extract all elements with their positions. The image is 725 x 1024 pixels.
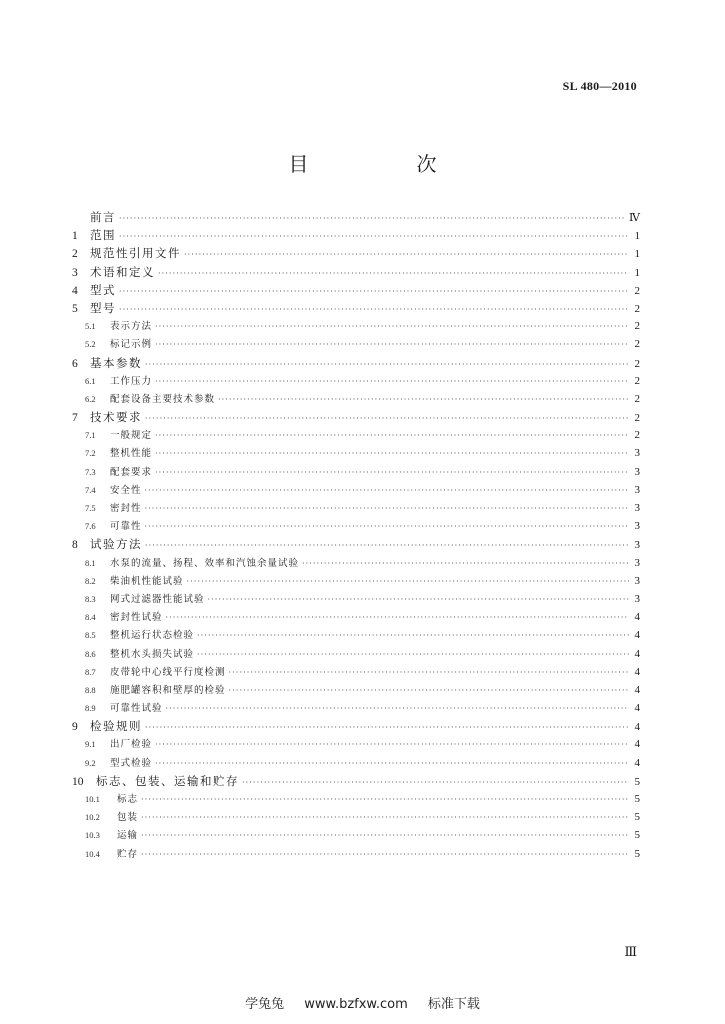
toc-entry-title: 贮存 <box>117 848 139 860</box>
toc-entry[interactable] <box>72 808 640 826</box>
toc-entry[interactable] <box>72 390 640 408</box>
toc-entry-title: 密封性试验 <box>110 612 163 624</box>
toc-entry-page: 2 <box>634 320 640 333</box>
toc-entry[interactable] <box>72 281 640 299</box>
toc-entry-title: 工作压力 <box>110 375 153 387</box>
toc-entry-page: 2 <box>634 429 640 442</box>
toc-entry-page: 5 <box>634 793 640 805</box>
toc-entry[interactable] <box>72 645 640 663</box>
toc-entry-page: 3 <box>634 556 640 569</box>
toc-entry-page: 5 <box>634 811 640 824</box>
toc-entry-number: 7.1 <box>85 430 96 441</box>
toc-entry[interactable] <box>72 226 640 244</box>
toc-leader-dots <box>155 373 629 391</box>
toc-entry[interactable] <box>72 335 640 353</box>
toc-leader-dots <box>119 210 626 228</box>
toc-entry-page: Ⅳ <box>629 212 640 224</box>
toc-entry-title: 一般规定 <box>110 430 153 442</box>
toc-leader-dots <box>155 427 629 445</box>
toc-leader-dots <box>187 573 629 591</box>
toc-entry-page: 3 <box>634 483 640 496</box>
toc-entry[interactable] <box>72 826 640 844</box>
toc-entry-title: 试验方法 <box>90 537 142 552</box>
toc-entry-number: 2 <box>72 248 78 261</box>
toc-leader-dots <box>155 755 629 773</box>
toc-entry[interactable] <box>72 554 640 572</box>
toc-leader-dots <box>197 627 629 645</box>
toc-entry[interactable] <box>72 444 640 462</box>
toc-entry-page: 1 <box>634 266 640 279</box>
toc-entry-title: 基本参数 <box>90 355 142 370</box>
toc-entry-page: 3 <box>634 592 640 605</box>
toc-entry-title: 可靠性 <box>110 521 142 533</box>
toc-entry-number: 8.8 <box>85 684 96 695</box>
toc-title: 目 次 <box>288 152 481 176</box>
toc-entry-number: 8 <box>72 539 78 552</box>
toc-entry-number: 8.5 <box>85 630 96 641</box>
toc-entry[interactable] <box>72 244 640 262</box>
toc-entry-number: 3 <box>72 266 78 279</box>
toc-entry[interactable] <box>72 354 640 372</box>
toc-entry-number: 10 <box>72 775 84 788</box>
toc-entry-page: 3 <box>634 539 640 552</box>
toc-entry-page: 3 <box>634 465 640 478</box>
toc-leader-dots <box>166 609 629 627</box>
toc-entry[interactable] <box>72 663 640 681</box>
toc-entry-title: 运输 <box>117 830 139 842</box>
page-number: Ⅲ <box>624 944 637 959</box>
toc-entry[interactable] <box>72 517 640 535</box>
toc-entry-page: 1 <box>634 230 640 243</box>
footer <box>0 993 725 1012</box>
toc-entry-page: 1 <box>634 248 640 261</box>
toc-entry-page: 2 <box>634 357 640 370</box>
toc-entry-number: 10.3 <box>85 830 100 841</box>
toc-entry-title: 技术要求 <box>90 410 142 425</box>
toc-entry[interactable] <box>72 426 640 444</box>
toc-leader-dots <box>155 318 629 336</box>
toc-entry-number: 6.2 <box>85 393 96 404</box>
toc-entry[interactable] <box>72 263 640 281</box>
toc-entry-number: 10.2 <box>85 812 100 823</box>
toc-leader-dots <box>141 791 629 809</box>
toc-entry-title: 整机性能 <box>110 448 153 460</box>
toc-leader-dots <box>145 356 629 374</box>
toc-leader-dots <box>166 700 629 718</box>
toc-entry-number: 7.5 <box>85 503 96 513</box>
toc-entry-title: 型式 <box>90 282 116 297</box>
toc-entry-number: 10.4 <box>85 848 100 859</box>
toc-entry-page: 2 <box>634 412 640 425</box>
toc-leader-dots <box>145 500 629 518</box>
toc-entry-title: 密封性 <box>110 503 142 514</box>
toc-entry-number: 8.2 <box>85 575 96 586</box>
toc-entry-title: 可靠性试验 <box>110 703 163 715</box>
toc-entry[interactable] <box>72 463 640 481</box>
toc-leader-dots <box>242 774 629 792</box>
toc-entry-title: 标志、包装、运输和贮存 <box>96 773 239 788</box>
toc-entry-title: 出厂检验 <box>110 739 153 751</box>
toc-entry-number: 8.3 <box>85 593 96 604</box>
toc-entry-title: 配套设备主要技术参数 <box>110 393 216 405</box>
toc-entry-page: 5 <box>634 829 640 842</box>
toc-leader-dots <box>119 228 629 246</box>
toc-entry-title: 前言 <box>90 210 116 224</box>
toc-entry-page: 2 <box>634 302 640 315</box>
toc-entry-title: 整机水头损失试验 <box>110 648 195 660</box>
toc-entry-page: 4 <box>634 683 640 696</box>
toc-entry-number: 7.4 <box>85 484 96 495</box>
toc-entry[interactable] <box>72 735 640 753</box>
toc-entry-page: 2 <box>634 374 640 387</box>
toc-entry-title: 标记示例 <box>110 339 153 351</box>
toc-entry-title: 表示方法 <box>110 321 153 333</box>
toc-entry-title: 术语和定义 <box>90 264 155 279</box>
toc-entry-number: 8.9 <box>85 703 96 714</box>
toc-entry[interactable] <box>72 535 640 553</box>
toc-entry-number: 8.7 <box>85 666 96 677</box>
toc-leader-dots <box>145 537 629 555</box>
toc-entry-page: 3 <box>634 520 640 533</box>
toc-entry[interactable] <box>72 408 640 426</box>
footer-site-name: 学兔兔 <box>245 997 285 1012</box>
toc-entry-number: 5.2 <box>85 339 96 350</box>
toc-entry-number: 9 <box>72 721 78 734</box>
toc-leader-dots <box>229 682 629 700</box>
toc-entry-page: 4 <box>634 629 640 642</box>
toc-entry-number: 8.1 <box>85 557 96 568</box>
standard-code: SL 480—2010 <box>562 79 637 93</box>
toc-entry-page: 4 <box>634 647 640 660</box>
toc-entry-page: 4 <box>634 721 640 734</box>
toc-leader-dots <box>155 464 629 482</box>
toc-entry[interactable] <box>72 772 640 790</box>
toc-entry[interactable] <box>72 608 640 626</box>
toc-entry-title: 配套要求 <box>110 466 153 478</box>
toc-entry-number: 6 <box>72 357 78 370</box>
toc-entry-title: 标志 <box>117 794 139 805</box>
toc-entry-number: 4 <box>72 284 78 297</box>
toc-entry[interactable] <box>72 845 640 863</box>
toc-entry-title: 施肥罐容积和壁厚的检验 <box>110 684 226 696</box>
toc-entry-title: 网式过滤器性能试验 <box>110 593 205 605</box>
toc-entry-number: 7.3 <box>85 466 96 477</box>
toc-entry-page: 4 <box>634 702 640 715</box>
toc-entry-title: 型号 <box>90 300 116 315</box>
toc-leader-dots <box>208 591 629 609</box>
toc-entry-number: 9.1 <box>85 739 96 750</box>
toc-entry-number: 7 <box>72 412 78 425</box>
toc-entry-title: 型式检验 <box>110 757 153 769</box>
toc-entry-page: 4 <box>634 611 640 624</box>
toc-entry-page: 3 <box>634 447 640 460</box>
toc-leader-dots <box>145 518 629 536</box>
toc-entry[interactable] <box>72 572 640 590</box>
toc-leader-dots <box>145 410 629 428</box>
toc-entry-page: 3 <box>634 502 640 514</box>
toc-leader-dots <box>155 445 629 463</box>
toc-entry-title: 安全性 <box>110 484 142 496</box>
toc-entry-number: 6.1 <box>85 375 96 386</box>
toc-entry-number: 10.1 <box>85 794 100 804</box>
toc-entry-title: 包装 <box>117 812 139 824</box>
toc-leader-dots <box>184 246 629 264</box>
toc-entry-title: 检验规则 <box>90 719 142 734</box>
toc-entry-page: 2 <box>634 392 640 405</box>
toc-leader-dots <box>218 391 629 409</box>
toc-entry-title: 皮带轮中心线平行度检测 <box>110 666 226 678</box>
toc-entry[interactable] <box>72 681 640 699</box>
toc-leader-dots <box>141 827 629 845</box>
toc-entry-page: 2 <box>634 284 640 297</box>
footer-site-url[interactable]: www.bzfxw.com <box>304 997 408 1012</box>
toc-entry[interactable] <box>72 299 640 317</box>
toc-entry-number: 5.1 <box>85 321 96 332</box>
toc-leader-dots <box>145 482 629 500</box>
table-of-contents <box>72 208 640 863</box>
toc-entry-page: 4 <box>634 665 640 678</box>
toc-entry-number: 9.2 <box>85 757 96 768</box>
toc-leader-dots <box>141 809 629 827</box>
toc-entry-title: 整机运行状态检验 <box>110 630 195 642</box>
toc-entry-page: 5 <box>634 775 640 788</box>
toc-leader-dots <box>119 301 629 319</box>
toc-entry-number: 5 <box>72 302 78 315</box>
toc-entry-page: 5 <box>634 847 640 860</box>
toc-leader-dots <box>145 719 629 737</box>
toc-entry-number: 8.6 <box>85 648 96 659</box>
toc-entry-page: 3 <box>634 574 640 587</box>
toc-leader-dots <box>155 736 629 754</box>
toc-entry[interactable] <box>72 317 640 335</box>
toc-entry-number: 7.6 <box>85 521 96 532</box>
toc-entry-number: 8.4 <box>85 612 96 623</box>
toc-leader-dots <box>229 664 629 682</box>
toc-entry-title: 柴油机性能试验 <box>110 575 184 587</box>
toc-entry[interactable] <box>72 717 640 735</box>
toc-entry[interactable] <box>72 626 640 644</box>
toc-leader-dots <box>119 283 629 301</box>
toc-leader-dots <box>155 336 629 354</box>
toc-entry[interactable] <box>72 481 640 499</box>
toc-leader-dots <box>141 846 629 864</box>
toc-entry-title: 规范性引用文件 <box>90 246 181 261</box>
toc-entry[interactable] <box>72 590 640 608</box>
toc-entry[interactable] <box>72 499 640 517</box>
toc-entry[interactable] <box>72 754 640 772</box>
toc-leader-dots <box>158 265 629 283</box>
toc-entry-number: 7.2 <box>85 448 96 459</box>
toc-entry-title: 范围 <box>90 228 116 243</box>
toc-entry-page: 4 <box>634 738 640 751</box>
toc-entry-page: 2 <box>634 338 640 351</box>
toc-entry-title: 水泵的流量、扬程、效率和汽蚀余量试验 <box>110 557 300 569</box>
footer-site-slogan: 标准下载 <box>427 997 480 1012</box>
toc-entry[interactable] <box>72 372 640 390</box>
toc-leader-dots <box>302 555 629 573</box>
toc-entry-page: 4 <box>634 756 640 769</box>
toc-entry[interactable] <box>72 790 640 808</box>
toc-entry-number: 1 <box>72 230 78 243</box>
toc-entry[interactable] <box>72 208 640 226</box>
toc-entry[interactable] <box>72 699 640 717</box>
toc-leader-dots <box>197 646 629 664</box>
